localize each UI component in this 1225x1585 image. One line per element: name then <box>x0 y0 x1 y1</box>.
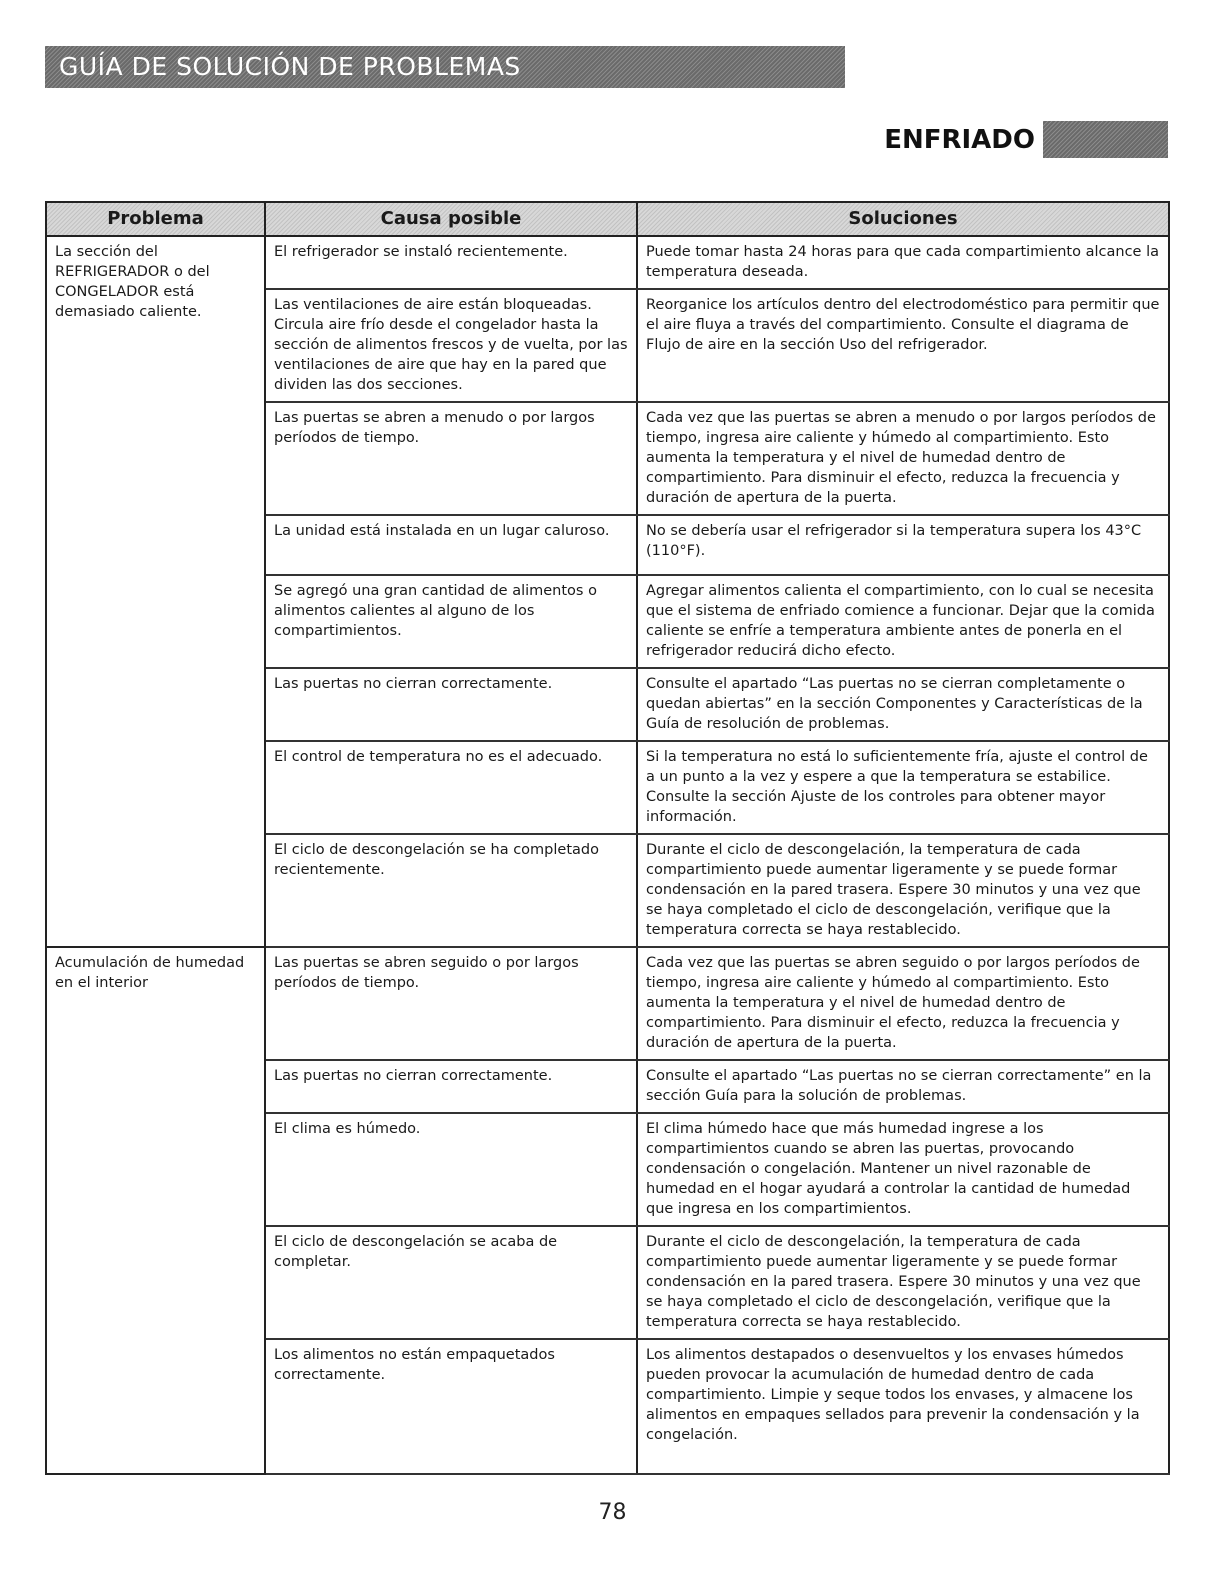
solution-cell: Cada vez que las puertas se abren seguido o por largos períodos de tiempo, ingresa aire caliente y húmedo al compartimiento. Esto aumenta la temperatura y el nivel de humedad dentro de compartimiento. Para disminuir el efecto, reduzca la frecuencia y duración de apertura de la puerta. <box>637 947 1169 1060</box>
solution-cell: Puede tomar hasta 24 horas para que cada compartimiento alcance la temperatura deseada. <box>637 236 1169 289</box>
table-row <box>46 947 1169 1060</box>
table-header-row <box>46 202 1169 236</box>
problem-cell: Acumulación de humedad en el interior <box>46 947 265 1474</box>
solution-cell: No se debería usar el refrigerador si la temperatura supera los 43°C (110°F). <box>637 515 1169 575</box>
cause-cell: Las puertas no cierran correctamente. <box>265 1060 637 1113</box>
cause-cell: Las puertas no cierran correctamente. <box>265 668 637 741</box>
cause-cell: Las ventilaciones de aire están bloqueadas. Circula aire frío desde el congelador hasta la sección de alimentos frescos y de vuelta, por las ventilaciones de aire que hay en la pared que dividen las dos secciones. <box>265 289 637 402</box>
solution-cell: Si la temperatura no está lo suficientemente fría, ajuste el control de a un punto a la vez y espere a que la temperatura se estabilice. Consulte la sección Ajuste de los controles para obtener mayor información. <box>637 741 1169 834</box>
solution-cell: El clima húmedo hace que más humedad ingrese a los compartimientos cuando se abren las puertas, provocando condensación o congelación. Mantener un nivel razonable de humedad en el hogar ayudará a controlar la cantidad de humedad que ingresa en los compartimientos. <box>637 1113 1169 1226</box>
cause-cell: El ciclo de descongelación se acaba de completar. <box>265 1226 637 1339</box>
header-problem: Problema <box>46 202 265 236</box>
section-title: ENFRIADO <box>884 125 1035 155</box>
cause-cell: El clima es húmedo. <box>265 1113 637 1226</box>
solution-cell: Durante el ciclo de descongelación, la temperatura de cada compartimiento puede aumentar ligeramente y se puede formar condensación en la pared trasera. Espere 30 minutos y una vez que se haya completado el ciclo de descongelación, verifique que la temperatura correcta se haya restablecido. <box>637 1226 1169 1339</box>
problem-cell: La sección del REFRIGERADOR o del CONGELADOR está demasiado caliente. <box>46 236 265 947</box>
section-banner <box>45 46 845 88</box>
cause-cell: El refrigerador se instaló recientemente. <box>265 236 637 289</box>
solution-cell: Durante el ciclo de descongelación, la temperatura de cada compartimiento puede aumentar ligeramente y se puede formar condensación en la pared trasera. Espere 30 minutos y una vez que se haya completado el ciclo de descongelación, verifique que la temperatura correcta se haya restablecido. <box>637 834 1169 947</box>
banner-title: GUÍA DE SOLUCIÓN DE PROBLEMAS <box>59 52 521 81</box>
table-row <box>46 236 1169 289</box>
cause-cell: El ciclo de descongelación se ha completado recientemente. <box>265 834 637 947</box>
cause-cell: Las puertas se abren a menudo o por largos períodos de tiempo. <box>265 402 637 515</box>
troubleshooting-table <box>45 201 1170 1475</box>
cause-cell: La unidad está instalada en un lugar caluroso. <box>265 515 637 575</box>
solution-cell: Cada vez que las puertas se abren a menudo o por largos períodos de tiempo, ingresa aire caliente y húmedo al compartimiento. Esto aumenta la temperatura y el nivel de humedad dentro de compartimiento. Para disminuir el efecto, reduzca la frecuencia y duración de apertura de la puerta. <box>637 402 1169 515</box>
header-cause: Causa posible <box>265 202 637 236</box>
section-title-block <box>1043 121 1168 158</box>
solution-cell: Consulte el apartado “Las puertas no se cierran completamente o quedan abiertas” en la sección Componentes y Características de la Guía de resolución de problemas. <box>637 668 1169 741</box>
header-solution: Soluciones <box>637 202 1169 236</box>
solution-cell: Los alimentos destapados o desenvueltos y los envases húmedos pueden provocar la acumulación de humedad dentro de cada compartimiento. Limpie y seque todos los envases, y almacene los alimentos en empaques sellados para prevenir la condensación y la congelación. <box>637 1339 1169 1474</box>
solution-cell: Consulte el apartado “Las puertas no se cierran correctamente” en la sección Guía para la solución de problemas. <box>637 1060 1169 1113</box>
solution-cell: Agregar alimentos calienta el compartimiento, con lo cual se necesita que el sistema de enfriado comience a funcionar. Dejar que la comida caliente se enfríe a temperatura ambiente antes de ponerla en el refrigerador reducirá dicho efecto. <box>637 575 1169 668</box>
page-number: 78 <box>598 1500 627 1525</box>
cause-cell: Los alimentos no están empaquetados correctamente. <box>265 1339 637 1474</box>
solution-cell: Reorganice los artículos dentro del electrodoméstico para permitir que el aire fluya a través del compartimiento. Consulte el diagrama de Flujo de aire en la sección Uso del refrigerador. <box>637 289 1169 402</box>
cause-cell: Las puertas se abren seguido o por largos períodos de tiempo. <box>265 947 637 1060</box>
cause-cell: Se agregó una gran cantidad de alimentos o alimentos calientes al alguno de los compartimientos. <box>265 575 637 668</box>
cause-cell: El control de temperatura no es el adecuado. <box>265 741 637 834</box>
